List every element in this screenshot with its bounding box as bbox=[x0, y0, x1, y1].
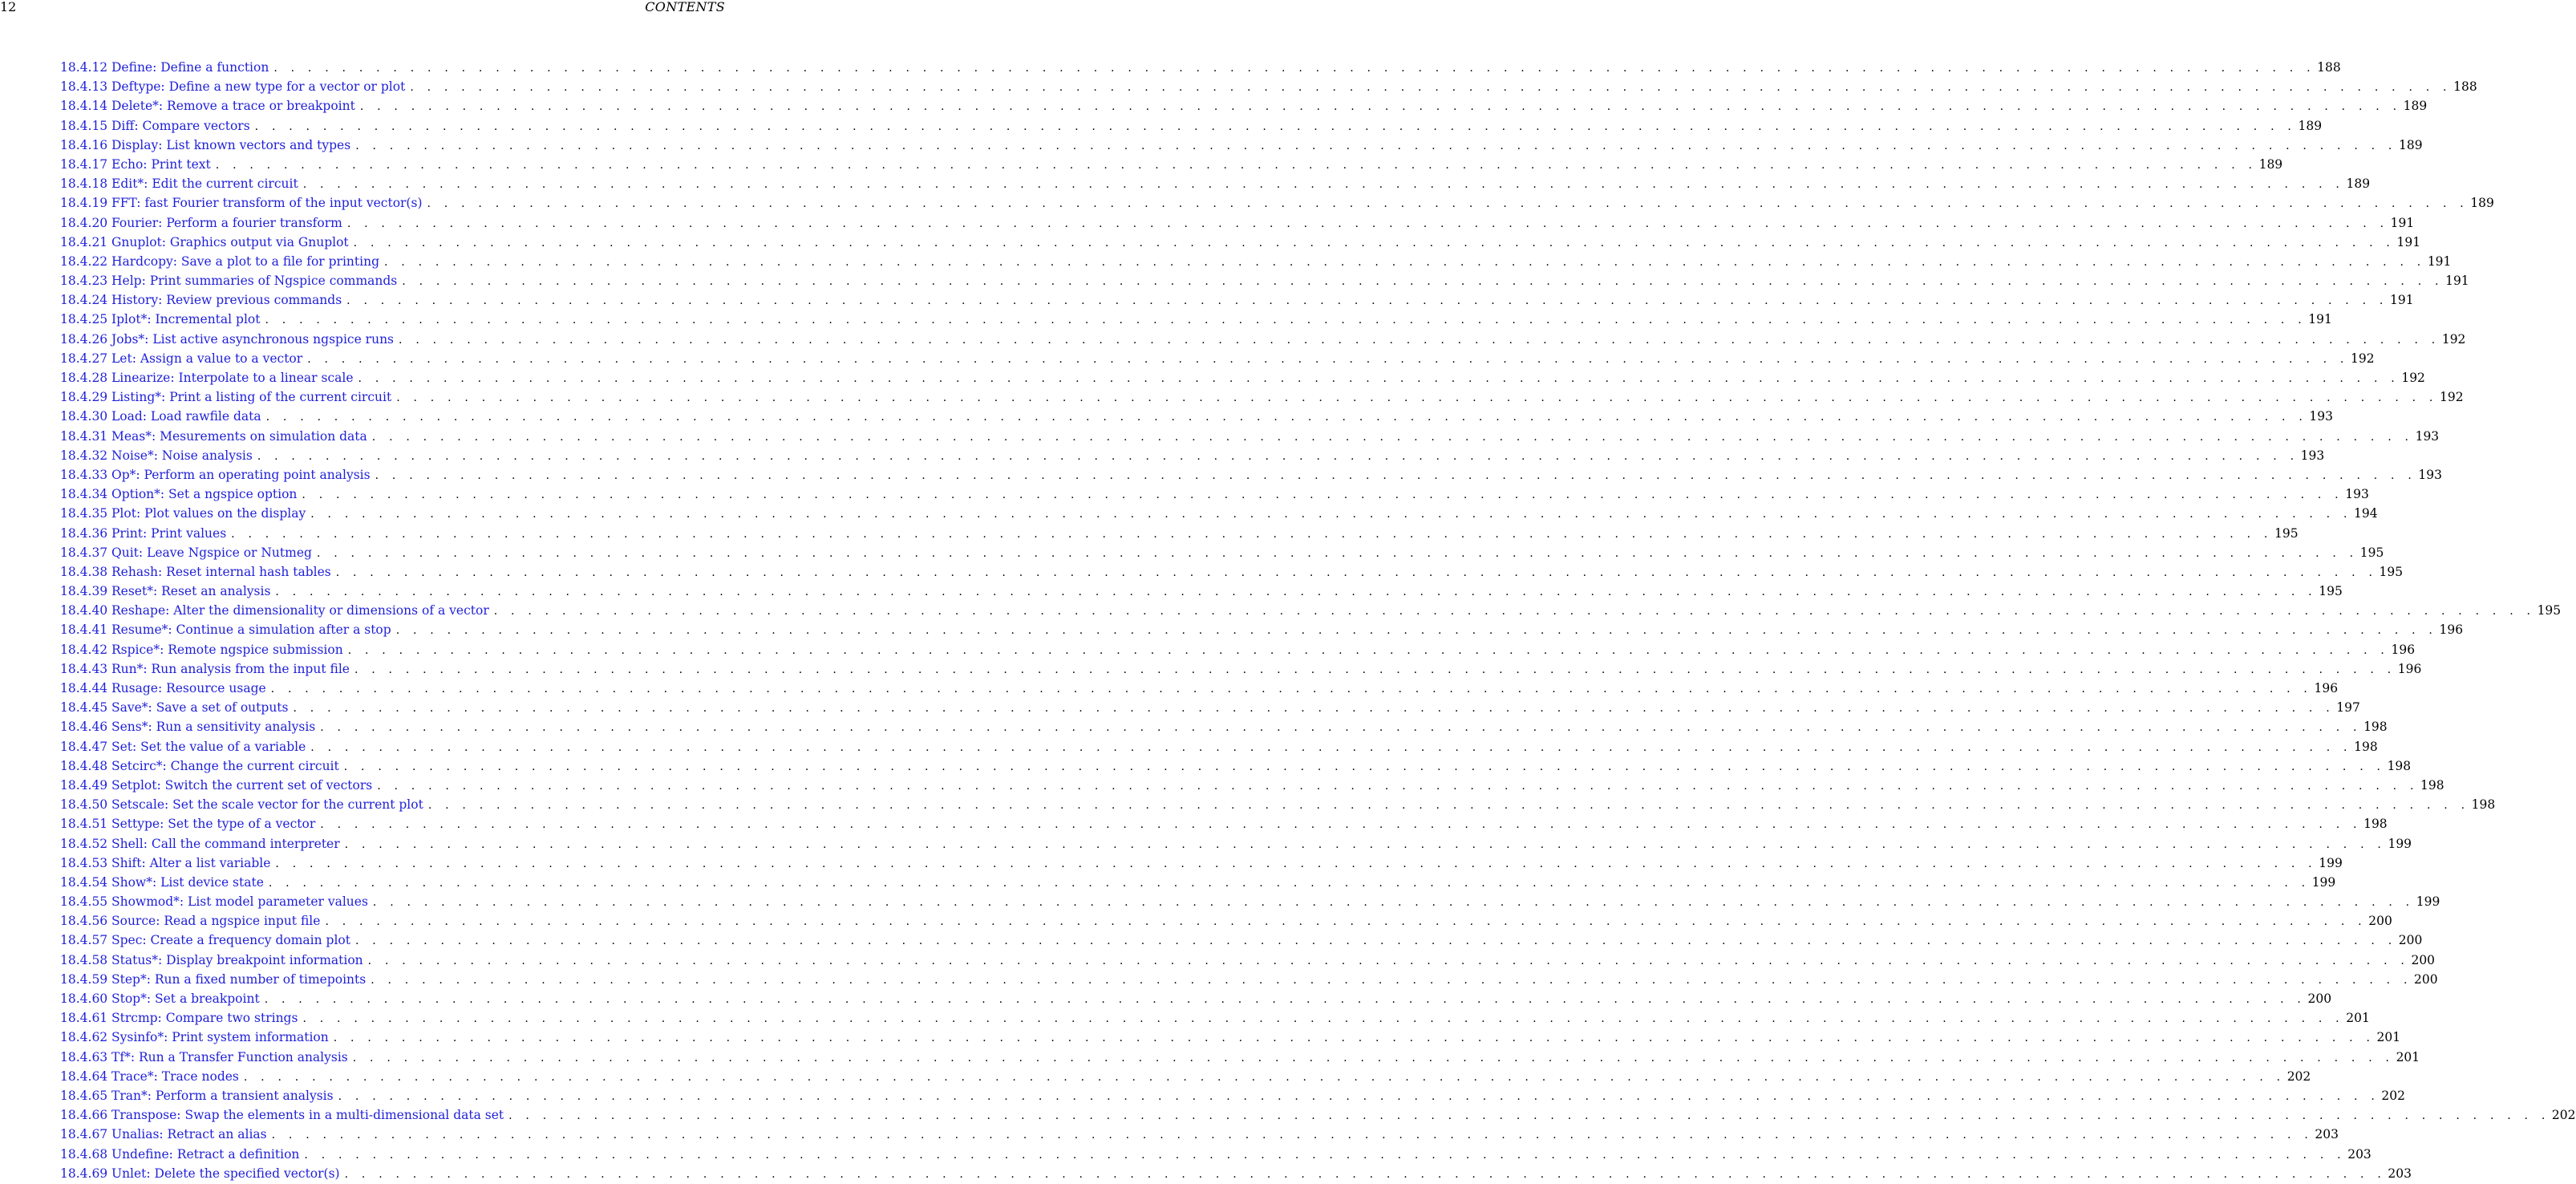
toc-entry-page: 203 bbox=[2315, 1127, 2339, 1142]
dot-leader: . . . . . . . . . . . . . . . . . . . . . . . . . . . . . . . . . . . . . . . . . . . . . . . . . . . . . . . . . . . . . . . . . . . . . . . . . . . . . . . . . . . . . . . . . . . . . . . . . . . . . . . . . . . . . . . . . . . . . . . . bbox=[310, 740, 2352, 754]
toc-entry[interactable] bbox=[60, 58, 2341, 77]
dot-leader: . . . . . . . . . . . . . . . . . . . . . . . . . . . . . . . . . . . . . . . . . . . . . . . . . . . . . . . . . . . . . . . . . . . . . . . . . . . . . . . . . . . . . . . . . . . . . . . . . . . . . . . . . . . . . . . . . . . . . . . . bbox=[264, 993, 2307, 1006]
toc-entry[interactable] bbox=[60, 951, 2436, 970]
dot-leader: . . . . . . . . . . . . . . . . . . . . . . . . . . . . . . . . . . . . . . . . . . . . . . . . . . . . . . . . . . . . . . . . . . . . . . . . . . . . . . . . . . . . . . . . . . . . . . . . . . . . . . . . . . . . . . . . . . . . . . . . bbox=[346, 294, 2388, 308]
toc-entry-page: 197 bbox=[2336, 700, 2360, 716]
toc-entry[interactable] bbox=[60, 814, 2388, 833]
toc-entry-number[interactable]: 18.4.66 bbox=[60, 1108, 108, 1123]
toc-entry-title[interactable]: Run*: Run analysis from the input file bbox=[111, 661, 350, 676]
toc-entry-number[interactable]: 18.4.43 bbox=[60, 661, 108, 676]
toc-entry-title[interactable]: Jobs*: List active asynchronous ngspice runs bbox=[111, 331, 395, 347]
toc-entry-page: 201 bbox=[2346, 1011, 2370, 1026]
toc-entry-title[interactable]: Edit*: Edit the current circuit bbox=[111, 176, 298, 192]
toc-entry-title[interactable]: Tran*: Perform a transient analysis bbox=[111, 1088, 334, 1103]
dot-leader: . . . . . . . . . . . . . . . . . . . . . . . . . . . . . . . . . . . . . . . . . . . . . . . . . . . . . . . . . . . . . . . . . . . . . . . . . . . . . . . . . . . . . . . . . . . . . . . . . . . . . . . . . . . . . . . . . . . . . . . . bbox=[493, 605, 2536, 618]
dot-leader: . . . . . . . . . . . . . . . . . . . . . . . . . . . . . . . . . . . . . . . . . . . . . . . . . . . . . . . . . . . . . . . . . . . . . . . . . . . . . . . . . . . . . . . . . . . . . . . . . . . . . . . . . . . . . . . . . . . . . . . . bbox=[371, 973, 2412, 987]
toc-entry-title[interactable]: Showmod*: List model parameter values bbox=[111, 894, 368, 910]
toc-entry-title[interactable]: Op*: Perform an operating point analysis bbox=[111, 467, 371, 482]
dot-leader: . . . . . . . . . . . . . . . . . . . . . . . . . . . . . . . . . . . . . . . . . . . . . . . . . . . . . . . . . . . . . . . . . . . . . . . . . . . . . . . . . . . . . . . . . . . . . . . . . . . . . . . . . . . . . . . . . . . . . . . . bbox=[265, 411, 2308, 424]
dot-leader: . . . . . . . . . . . . . . . . . . . . . . . . . . . . . . . . . . . . . . . . . . . . . . . . . . . . . . . . . . . . . . . . . . . . . . . . . . . . . . . . . . . . . . . . . . . . . . . . . . . . . . . . . . . . . . . . . . . . . . . . bbox=[335, 566, 2378, 579]
toc-entry-number[interactable]: 18.4.21 bbox=[60, 234, 108, 249]
toc-entry-page: 191 bbox=[2390, 215, 2415, 230]
toc-entry-title[interactable]: Status*: Display breakpoint information bbox=[111, 952, 363, 967]
toc-entry-page: 198 bbox=[2471, 797, 2496, 813]
toc-entry[interactable] bbox=[60, 1145, 2371, 1164]
toc-entry-number[interactable]: 18.4.45 bbox=[60, 700, 108, 716]
dot-leader: . . . . . . . . . . . . . . . . . . . . . . . . . . . . . . . . . . . . . . . . . . . . . . . . . . . . . . . . . . . . . . . . . . . . . . . . . . . . . . . . . . . . . . . . . . . . . . . . . . . . . . . . . . . . . . . . . . . . . . . . bbox=[310, 508, 2352, 521]
toc-entry-number[interactable]: 18.4.39 bbox=[60, 584, 108, 599]
dot-leader: . . . . . . . . . . . . . . . . . . . . . . . . . . . . . . . . . . . . . . . . . . . . . . . . . . . . . . . . . . . . . . . . . . . . . . . . . . . . . . . . . . . . . . . . . . . . . . . . . . . . . . . . . . . . . . . . . . . . . . . . bbox=[355, 139, 2397, 152]
toc-entry-number[interactable]: 18.4.36 bbox=[60, 525, 108, 541]
toc-entry-number[interactable]: 18.4.40 bbox=[60, 603, 108, 618]
toc-entry[interactable] bbox=[60, 1125, 2339, 1144]
toc-entry-page: 189 bbox=[2403, 99, 2428, 114]
toc-entry-title[interactable]: Step*: Run a fixed number of timepoints bbox=[111, 971, 367, 987]
toc-entry-number[interactable]: 18.4.69 bbox=[60, 1166, 108, 1181]
toc-entry-number[interactable]: 18.4.48 bbox=[60, 758, 108, 773]
toc-entry-page: 191 bbox=[2389, 293, 2414, 308]
dot-leader: . . . . . . . . . . . . . . . . . . . . . . . . . . . . . . . . . . . . . . . . . . . . . . . . . . . . . . . . . . . . . . . . . . . . . . . . . . . . . . . . . . . . . . . . . . . . . . . . . . . . . . . . . . . . . . . . . . . . . . . . bbox=[359, 100, 2402, 114]
toc-entry-number[interactable]: 18.4.53 bbox=[60, 855, 108, 870]
toc-entry-page: 200 bbox=[2398, 933, 2423, 948]
toc-entry[interactable] bbox=[60, 854, 2343, 873]
toc-entry-page: 196 bbox=[2397, 661, 2422, 676]
toc-entry-title[interactable]: Define: Define a function bbox=[111, 60, 269, 75]
toc-entry-number[interactable]: 18.4.64 bbox=[60, 1068, 108, 1084]
toc-entry[interactable] bbox=[60, 989, 2332, 1008]
toc-entry[interactable] bbox=[60, 620, 2464, 639]
toc-entry[interactable] bbox=[60, 834, 2412, 854]
dot-leader: . . . . . . . . . . . . . . . . . . . . . . . . . . . . . . . . . . . . . . . . . . . . . . . . . . . . . . . . . . . . . . . . . . . . . . . . . . . . . . . . . . . . . . . . . . . . . . . . . . . . . . . . . . . . . . . . . . . . . . . . bbox=[231, 527, 2273, 541]
toc-entry-title[interactable]: Noise*: Noise analysis bbox=[111, 448, 253, 463]
toc-entry-page: 189 bbox=[2258, 156, 2283, 172]
toc-entry-title[interactable]: Quit: Leave Ngspice or Nutmeg bbox=[111, 545, 312, 560]
toc-entry-page: 196 bbox=[2314, 681, 2339, 695]
toc-entry-title[interactable]: Save*: Save a set of outputs bbox=[111, 700, 289, 716]
dot-leader: . . . . . . . . . . . . . . . . . . . . . . . . . . . . . . . . . . . . . . . . . . . . . . . . . . . . . . . . . . . . . . . . . . . . . . . . . . . . . . . . . . . . . . . . . . . . . . . . . . . . . . . . . . . . . . . . . . . . . . . . bbox=[427, 197, 2469, 211]
dot-leader: . . . . . . . . . . . . . . . . . . . . . . . . . . . . . . . . . . . . . . . . . . . . . . . . . . . . . . . . . . . . . . . . . . . . . . . . . . . . . . . . . . . . . . . . . . . . . . . . . . . . . . . . . . . . . . . . . . . . . . . . bbox=[354, 663, 2396, 676]
toc-entry[interactable] bbox=[60, 387, 2464, 407]
toc-entry-page: 195 bbox=[2359, 545, 2384, 560]
dot-leader: . . . . . . . . . . . . . . . . . . . . . . . . . . . . . . . . . . . . . . . . . . . . . . . . . . . . . . . . . . . . . . . . . . . . . . . . . . . . . . . . . . . . . . . . . . . . . . . . . . . . . . . . . . . . . . . . . . . . . . . . bbox=[344, 1167, 2387, 1181]
dot-leader: . . . . . . . . . . . . . . . . . . . . . . . . . . . . . . . . . . . . . . . . . . . . . . . . . . . . . . . . . . . . . . . . . . . . . . . . . . . . . . . . . . . . . . . . . . . . . . . . . . . . . . . . . . . . . . . . . . . . . . . . bbox=[396, 391, 2438, 405]
toc-entry-page: 188 bbox=[2317, 60, 2341, 75]
toc-entry-title[interactable]: Print: Print values bbox=[111, 525, 227, 541]
toc-entry[interactable] bbox=[60, 290, 2414, 310]
dot-leader: . . . . . . . . . . . . . . . . . . . . . . . . . . . . . . . . . . . . . . . . . . . . . . . . . . . . . . . . . . . . . . . . . . . . . . . . . . . . . . . . . . . . . . . . . . . . . . . . . . . . . . . . . . . . . . . . . . . . . . . . bbox=[377, 779, 2419, 793]
toc-entry-page: 198 bbox=[2420, 777, 2444, 793]
toc-entry[interactable] bbox=[60, 193, 2494, 213]
toc-entry-number[interactable]: 18.4.22 bbox=[60, 253, 108, 269]
toc-entry-title[interactable]: Rehash: Reset internal hash tables bbox=[111, 564, 331, 579]
dot-leader: . . . . . . . . . . . . . . . . . . . . . . . . . . . . . . . . . . . . . . . . . . . . . . . . . . . . . . . . . . . . . . . . . . . . . . . . . . . . . . . . . . . . . . . . . . . . . . . . . . . . . . . . . . . . . . . . . . . . . . . . bbox=[508, 1109, 2550, 1123]
toc-entry-title[interactable]: Hardcopy: Save a plot to a file for printing bbox=[111, 253, 379, 269]
toc-entry-title[interactable]: Setscale: Set the scale vector for the current plot bbox=[111, 797, 423, 813]
toc-entry-page: 191 bbox=[2445, 274, 2469, 289]
dot-leader: . . . . . . . . . . . . . . . . . . . . . . . . . . . . . . . . . . . . . . . . . . . . . . . . . . . . . . . . . . . . . . . . . . . . . . . . . . . . . . . . . . . . . . . . . . . . . . . . . . . . . . . . . . . . . . . . . . . . . . . . bbox=[399, 333, 2440, 347]
toc-entry-page: 188 bbox=[2453, 79, 2477, 95]
toc-entry[interactable] bbox=[60, 213, 2415, 233]
dot-leader: . . . . . . . . . . . . . . . . . . . . . . . . . . . . . . . . . . . . . . . . . . . . . . . . . . . . . . . . . . . . . . . . . . . . . . . . . . . . . . . . . . . . . . . . . . . . . . . . . . . . . . . . . . . . . . . . . . . . . . . . bbox=[384, 255, 2426, 269]
toc-entry-title[interactable]: Shift: Alter a list variable bbox=[111, 855, 271, 870]
toc-entry-number[interactable]: 18.4.23 bbox=[60, 274, 108, 289]
toc-entry-title[interactable]: Setplot: Switch the current set of vectors bbox=[111, 777, 373, 793]
toc-entry-page: 198 bbox=[2363, 817, 2388, 832]
toc-entry[interactable] bbox=[60, 640, 2416, 659]
toc-entry-title[interactable]: Load: Load rawfile data bbox=[111, 409, 261, 424]
toc-entry-number[interactable]: 18.4.56 bbox=[60, 914, 108, 929]
toc-entry[interactable] bbox=[60, 155, 2283, 174]
toc-entry[interactable] bbox=[60, 1086, 2405, 1105]
toc-entry-title[interactable]: Echo: Print text bbox=[111, 156, 211, 172]
dot-leader: . . . . . . . . . . . . . . . . . . . . . . . . . . . . . . . . . . . . . . . . . . . . . . . . . . . . . . . . . . . . . . . . . . . . . . . . . . . . . . . . . . . . . . . . . . . . . . . . . . . . . . . . . . . . . . . . . . . . . . . . bbox=[307, 352, 2349, 366]
toc-entry-number[interactable]: 18.4.13 bbox=[60, 79, 108, 95]
dot-leader: . . . . . . . . . . . . . . . . . . . . . . . . . . . . . . . . . . . . . . . . . . . . . . . . . . . . . . . . . . . . . . . . . . . . . . . . . . . . . . . . . . . . . . . . . . . . . . . . . . . . . . . . . . . . . . . . . . . . . . . . bbox=[316, 546, 2359, 560]
toc-entry[interactable] bbox=[60, 136, 2423, 155]
dot-leader: . . . . . . . . . . . . . . . . . . . . . . . . . . . . . . . . . . . . . . . . . . . . . . . . . . . . . . . . . . . . . . . . . . . . . . . . . . . . . . . . . . . . . . . . . . . . . . . . . . . . . . . . . . . . . . . . . . . . . . . . bbox=[275, 857, 2317, 870]
toc-entry-page: 195 bbox=[2319, 584, 2343, 599]
toc-entry-number[interactable]: 18.4.27 bbox=[60, 351, 108, 366]
dot-leader: . . . . . . . . . . . . . . . . . . . . . . . . . . . . . . . . . . . . . . . . . . . . . . . . . . . . . . . . . . . . . . . . . . . . . . . . . . . . . . . . . . . . . . . . . . . . . . . . . . . . . . . . . . . . . . . . . . . . . . . . bbox=[358, 372, 2400, 385]
dot-leader: . . . . . . . . . . . . . . . . . . . . . . . . . . . . . . . . . . . . . . . . . . . . . . . . . . . . . . . . . . . . . . . . . . . . . . . . . . . . . . . . . . . . . . . . . . . . . . . . . . . . . . . . . . . . . . . . . . . . . . . . bbox=[302, 1012, 2344, 1026]
dot-leader: . . . . . . . . . . . . . . . . . . . . . . . . . . . . . . . . . . . . . . . . . . . . . . . . . . . . . . . . . . . . . . . . . . . . . . . . . . . . . . . . . . . . . . . . . . . . . . . . . . . . . . . . . . . . . . . . . . . . . . . . bbox=[395, 624, 2438, 638]
section-title: CONTENTS bbox=[645, 0, 725, 14]
toc-entry-number[interactable]: 18.4.42 bbox=[60, 642, 108, 657]
toc-entry-page: 189 bbox=[2346, 176, 2371, 192]
toc-entry-page: 189 bbox=[2298, 118, 2323, 133]
toc-entry-title[interactable]: Undefine: Retract a definition bbox=[111, 1146, 300, 1162]
dot-leader: . . . . . . . . . . . . . . . . . . . . . . . . . . . . . . . . . . . . . . . . . . . . . . . . . . . . . . . . . . . . . . . . . . . . . . . . . . . . . . . . . . . . . . . . . . . . . . . . . . . . . . . . . . . . . . . . . . . . . . . . bbox=[302, 489, 2343, 502]
toc-entry-title[interactable]: Strcmp: Compare two strings bbox=[111, 1011, 298, 1026]
toc-entry-page: 201 bbox=[2376, 1030, 2401, 1045]
toc-entry-page: 193 bbox=[2309, 409, 2334, 424]
toc-entry-title[interactable]: Unlet: Delete the specified vector(s) bbox=[111, 1166, 340, 1181]
toc-entry[interactable] bbox=[60, 873, 2336, 892]
running-head bbox=[0, 0, 727, 16]
toc-entry-title[interactable]: Diff: Compare vectors bbox=[111, 118, 250, 133]
toc-entry-page: 202 bbox=[2551, 1108, 2576, 1123]
toc-entry-number[interactable]: 18.4.24 bbox=[60, 293, 108, 308]
toc-entry-title[interactable]: Reset*: Reset an analysis bbox=[111, 584, 271, 599]
dot-leader: . . . . . . . . . . . . . . . . . . . . . . . . . . . . . . . . . . . . . . . . . . . . . . . . . . . . . . . . . . . . . . . . . . . . . . . . . . . . . . . . . . . . . . . . . . . . . . . . . . . . . . . . . . . . . . . . . . . . . . . . bbox=[346, 217, 2389, 230]
dot-leader: . . . . . . . . . . . . . . . . . . . . . . . . . . . . . . . . . . . . . . . . . . . . . . . . . . . . . . . . . . . . . . . . . . . . . . . . . . . . . . . . . . . . . . . . . . . . . . . . . . . . . . . . . . . . . . . . . . . . . . . . bbox=[257, 449, 2299, 463]
toc-entry-number[interactable]: 18.4.14 bbox=[60, 99, 108, 114]
dot-leader: . . . . . . . . . . . . . . . . . . . . . . . . . . . . . . . . . . . . . . . . . . . . . . . . . . . . . . . . . . . . . . . . . . . . . . . . . . . . . . . . . . . . . . . . . . . . . . . . . . . . . . . . . . . . . . . . . . . . . . . . bbox=[402, 275, 2444, 289]
toc-entry-page: 195 bbox=[2537, 603, 2562, 618]
toc-entry-title[interactable]: Setcirc*: Change the current circuit bbox=[111, 758, 339, 773]
toc-entry-number[interactable]: 18.4.61 bbox=[60, 1011, 108, 1026]
toc-entry[interactable] bbox=[60, 679, 2339, 698]
dot-leader: . . . . . . . . . . . . . . . . . . . . . . . . . . . . . . . . . . . . . . . . . . . . . . . . . . . . . . . . . . . . . . . . . . . . . . . . . . . . . . . . . . . . . . . . . . . . . . . . . . . . . . . . . . . . . . . . . . . . . . . . bbox=[352, 1051, 2395, 1064]
page-number: 12 bbox=[0, 0, 17, 14]
dot-leader: . . . . . . . . . . . . . . . . . . . . . . . . . . . . . . . . . . . . . . . . . . . . . . . . . . . . . . . . . . . . . . . . . . . . . . . . . . . . . . . . . . . . . . . . . . . . . . . . . . . . . . . . . . . . . . . . . . . . . . . . bbox=[320, 721, 2362, 735]
dot-leader: . . . . . . . . . . . . . . . . . . . . . . . . . . . . . . . . . . . . . . . . . . . . . . . . . . . . . . . . . . . . . . . . . . . . . . . . . . . . . . . . . . . . . . . . . . . . . . . . . . . . . . . . . . . . . . . . . . . . . . . . bbox=[268, 876, 2311, 890]
toc-entry-number[interactable]: 18.4.34 bbox=[60, 487, 108, 502]
toc-entry-number[interactable]: 18.4.41 bbox=[60, 622, 108, 638]
toc-entry-page: 196 bbox=[2391, 642, 2416, 657]
toc-entry-page: 193 bbox=[2418, 467, 2442, 482]
toc-entry-title[interactable]: Settype: Set the type of a vector bbox=[111, 817, 316, 832]
toc-entry-title[interactable]: Resume*: Continue a simulation after a stop bbox=[111, 622, 391, 638]
toc-entry-number[interactable]: 18.4.52 bbox=[60, 836, 108, 851]
toc-entry[interactable] bbox=[60, 465, 2442, 485]
dot-leader: . . . . . . . . . . . . . . . . . . . . . . . . . . . . . . . . . . . . . . . . . . . . . . . . . . . . . . . . . . . . . . . . . . . . . . . . . . . . . . . . . . . . . . . . . . . . . . . . . . . . . . . . . . . . . . . . . . . . . . . . bbox=[371, 430, 2414, 444]
toc-entry[interactable] bbox=[60, 271, 2469, 290]
toc-entry-page: 198 bbox=[2354, 739, 2378, 754]
toc-entry-number[interactable]: 18.4.29 bbox=[60, 390, 108, 405]
dot-leader: . . . . . . . . . . . . . . . . . . . . . . . . . . . . . . . . . . . . . . . . . . . . . . . . . . . . . . . . . . . . . . . . . . . . . . . . . . . . . . . . . . . . . . . . . . . . . . . . . . . . . . . . . . . . . . . . . . . . . . . . bbox=[375, 468, 2416, 482]
toc-entry-title[interactable]: Trace*: Trace nodes bbox=[111, 1068, 239, 1084]
toc-entry-number[interactable]: 18.4.47 bbox=[60, 739, 108, 754]
toc-entry-title[interactable]: Help: Print summaries of Ngspice commands bbox=[111, 274, 398, 289]
toc-entry-page: 189 bbox=[2470, 196, 2494, 211]
toc-entry-number[interactable]: 18.4.30 bbox=[60, 409, 108, 424]
dot-leader: . . . . . . . . . . . . . . . . . . . . . . . . . . . . . . . . . . . . . . . . . . . . . . . . . . . . . . . . . . . . . . . . . . . . . . . . . . . . . . . . . . . . . . . . . . . . . . . . . . . . . . . . . . . . . . . . . . . . . . . . bbox=[265, 314, 2307, 327]
toc-entry-page: 192 bbox=[2401, 371, 2425, 385]
toc-entry[interactable] bbox=[60, 252, 2452, 271]
toc-entry[interactable] bbox=[60, 446, 2325, 465]
toc-entry[interactable] bbox=[60, 233, 2421, 252]
toc-entry[interactable] bbox=[60, 349, 2375, 368]
toc-entry[interactable] bbox=[60, 562, 2404, 582]
toc-entry[interactable] bbox=[60, 582, 2343, 601]
toc-entry[interactable] bbox=[60, 504, 2378, 523]
dot-leader: . . . . . . . . . . . . . . . . . . . . . . . . . . . . . . . . . . . . . . . . . . . . . . . . . . . . . . . . . . . . . . . . . . . . . . . . . . . . . . . . . . . . . . . . . . . . . . . . . . . . . . . . . . . . . . . . . . . . . . . . bbox=[271, 1129, 2314, 1142]
toc-entry-page: 192 bbox=[2441, 331, 2466, 347]
dot-leader: . . . . . . . . . . . . . . . . . . . . . . . . . . . . . . . . . . . . . . . . . . . . . . . . . . . . . . . . . . . . . . . . . . . . . . . . . . . . . . . . . . . . . . . . . . . . . . . . . . . . . . . . . . . . . . . . . . . . . . . . bbox=[333, 1032, 2376, 1045]
toc-entry-page: 192 bbox=[2351, 351, 2375, 366]
toc-entry-title[interactable]: Fourier: Perform a fourier transform bbox=[111, 215, 342, 230]
toc-entry-number[interactable]: 18.4.57 bbox=[60, 933, 108, 948]
dot-leader: . . . . . . . . . . . . . . . . . . . . . . . . . . . . . . . . . . . . . . . . . . . . . . . . . . . . . . . . . . . . . . . . . . . . . . . . . . . . . . . . . . . . . . . . . . . . . . . . . . . . . . . . . . . . . . . . . . . . . . . . bbox=[215, 158, 2258, 172]
dot-leader: . . . . . . . . . . . . . . . . . . . . . . . . . . . . . . . . . . . . . . . . . . . . . . . . . . . . . . . . . . . . . . . . . . . . . . . . . . . . . . . . . . . . . . . . . . . . . . . . . . . . . . . . . . . . . . . . . . . . . . . . bbox=[410, 81, 2452, 95]
toc-entry[interactable] bbox=[60, 795, 2496, 814]
toc-entry-number[interactable]: 18.4.28 bbox=[60, 371, 108, 385]
toc-entry-number[interactable]: 18.4.63 bbox=[60, 1049, 108, 1064]
toc-entry-number[interactable]: 18.4.54 bbox=[60, 874, 108, 890]
toc-entry[interactable] bbox=[60, 717, 2388, 736]
toc-entry-page: 202 bbox=[2286, 1068, 2311, 1084]
toc-entry-title[interactable]: Iplot*: Incremental plot bbox=[111, 312, 261, 327]
toc-entry[interactable] bbox=[60, 485, 2369, 504]
toc-entry-page: 201 bbox=[2396, 1049, 2420, 1064]
toc-entry-number[interactable]: 18.4.59 bbox=[60, 971, 108, 987]
toc-entry-title[interactable]: Sysinfo*: Print system information bbox=[111, 1030, 329, 1045]
toc-entry-title[interactable]: Display: List known vectors and types bbox=[111, 137, 351, 152]
toc-entry-title[interactable]: Reshape: Alter the dimensionality or dimensions of a vector bbox=[111, 603, 489, 618]
toc-entry-number[interactable]: 18.4.20 bbox=[60, 215, 108, 230]
toc-entry[interactable] bbox=[60, 407, 2334, 426]
toc-entry[interactable] bbox=[60, 970, 2438, 989]
toc-entry[interactable] bbox=[60, 698, 2360, 717]
toc-entry-number[interactable]: 18.4.37 bbox=[60, 545, 108, 560]
toc-entry[interactable] bbox=[60, 543, 2384, 562]
toc-entry-title[interactable]: Rusage: Resource usage bbox=[111, 681, 266, 695]
toc-entry[interactable] bbox=[60, 1048, 2420, 1067]
toc-entry[interactable] bbox=[60, 1164, 2412, 1183]
toc-entry-title[interactable]: Sens*: Run a sensitivity analysis bbox=[111, 720, 316, 735]
toc-entry[interactable] bbox=[60, 1008, 2370, 1028]
toc-entry[interactable] bbox=[60, 310, 2332, 329]
toc-entry[interactable] bbox=[60, 892, 2440, 911]
toc-entry-page: 199 bbox=[2319, 855, 2343, 870]
dot-leader: . . . . . . . . . . . . . . . . . . . . . . . . . . . . . . . . . . . . . . . . . . . . . . . . . . . . . . . . . . . . . . . . . . . . . . . . . . . . . . . . . . . . . . . . . . . . . . . . . . . . . . . . . . . . . . . . . . . . . . . . bbox=[254, 120, 2297, 133]
toc-entry-number[interactable]: 18.4.31 bbox=[60, 428, 108, 444]
toc-entry-title[interactable]: Let: Assign a value to a vector bbox=[111, 351, 303, 366]
toc-entry-number[interactable]: 18.4.68 bbox=[60, 1146, 108, 1162]
toc-entry-title[interactable]: Rspice*: Remote ngspice submission bbox=[111, 642, 343, 657]
toc-entry-page: 195 bbox=[2379, 564, 2404, 579]
dot-leader: . . . . . . . . . . . . . . . . . . . . . . . . . . . . . . . . . . . . . . . . . . . . . . . . . . . . . . . . . . . . . . . . . . . . . . . . . . . . . . . . . . . . . . . . . . . . . . . . . . . . . . . . . . . . . . . . . . . . . . . . bbox=[304, 1148, 2346, 1162]
toc-entry-page: 189 bbox=[2399, 137, 2423, 152]
dot-leader: . . . . . . . . . . . . . . . . . . . . . . . . . . . . . . . . . . . . . . . . . . . . . . . . . . . . . . . . . . . . . . . . . . . . . . . . . . . . . . . . . . . . . . . . . . . . . . . . . . . . . . . . . . . . . . . . . . . . . . . . bbox=[354, 935, 2397, 948]
toc-entry[interactable] bbox=[60, 1067, 2311, 1086]
toc-entry-number[interactable]: 18.4.50 bbox=[60, 797, 108, 813]
toc-entry-number[interactable]: 18.4.35 bbox=[60, 506, 108, 521]
toc-entry-page: 191 bbox=[2308, 312, 2332, 327]
toc-entry-title[interactable]: Gnuplot: Graphics output via Gnuplot bbox=[111, 234, 349, 249]
toc-entry[interactable] bbox=[60, 737, 2378, 756]
toc-entry-title[interactable]: Show*: List device state bbox=[111, 874, 264, 890]
toc-entry-title[interactable]: Set: Set the value of a variable bbox=[111, 739, 306, 754]
toc-entry-page: 198 bbox=[2387, 758, 2412, 773]
toc-entry[interactable] bbox=[60, 116, 2323, 136]
dot-leader: . . . . . . . . . . . . . . . . . . . . . . . . . . . . . . . . . . . . . . . . . . . . . . . . . . . . . . . . . . . . . . . . . . . . . . . . . . . . . . . . . . . . . . . . . . . . . . . . . . . . . . . . . . . . . . . . . . . . . . . . bbox=[343, 760, 2386, 773]
toc-entry[interactable] bbox=[60, 931, 2423, 950]
toc-entry-page: 200 bbox=[2307, 991, 2332, 1006]
toc-entry-page: 198 bbox=[2363, 720, 2388, 735]
toc-entry[interactable] bbox=[60, 601, 2562, 620]
toc-entry-page: 202 bbox=[2381, 1088, 2405, 1103]
toc-entry-page: 199 bbox=[2311, 874, 2336, 890]
dot-leader: . . . . . . . . . . . . . . . . . . . . . . . . . . . . . . . . . . . . . . . . . . . . . . . . . . . . . . . . . . . . . . . . . . . . . . . . . . . . . . . . . . . . . . . . . . . . . . . . . . . . . . . . . . . . . . . . . . . . . . . . bbox=[367, 954, 2410, 967]
dot-leader: . . . . . . . . . . . . . . . . . . . . . . . . . . . . . . . . . . . . . . . . . . . . . . . . . . . . . . . . . . . . . . . . . . . . . . . . . . . . . . . . . . . . . . . . . . . . . . . . . . . . . . . . . . . . . . . . . . . . . . . . bbox=[270, 683, 2313, 695]
toc-entry-number[interactable]: 18.4.32 bbox=[60, 448, 108, 463]
toc-entry-page: 200 bbox=[2414, 971, 2438, 987]
toc-entry-number[interactable]: 18.4.60 bbox=[60, 991, 108, 1006]
dot-leader: . . . . . . . . . . . . . . . . . . . . . . . . . . . . . . . . . . . . . . . . . . . . . . . . . . . . . . . . . . . . . . . . . . . . . . . . . . . . . . . . . . . . . . . . . . . . . . . . . . . . . . . . . . . . . . . . . . . . . . . . bbox=[347, 643, 2390, 657]
toc-entry-number[interactable]: 18.4.19 bbox=[60, 196, 108, 211]
toc-entry[interactable] bbox=[60, 1028, 2401, 1047]
toc-entry-page: 200 bbox=[2411, 952, 2436, 967]
toc-entry-title[interactable]: Plot: Plot values on the display bbox=[111, 506, 306, 521]
toc-entry-page: 191 bbox=[2396, 234, 2421, 249]
toc-entry-title[interactable]: Source: Read a ngspice input file bbox=[111, 914, 321, 929]
toc-entry-page: 196 bbox=[2439, 622, 2464, 638]
dot-leader: . . . . . . . . . . . . . . . . . . . . . . . . . . . . . . . . . . . . . . . . . . . . . . . . . . . . . . . . . . . . . . . . . . . . . . . . . . . . . . . . . . . . . . . . . . . . . . . . . . . . . . . . . . . . . . . . . . . . . . . . bbox=[293, 702, 2335, 716]
toc-entry-number[interactable]: 18.4.49 bbox=[60, 777, 108, 793]
toc-entry-page: 193 bbox=[2415, 428, 2440, 444]
toc-entry-page: 203 bbox=[2347, 1146, 2371, 1162]
toc-entry-page: 199 bbox=[2416, 894, 2440, 910]
toc-entry-title[interactable]: Tf*: Run a Transfer Function analysis bbox=[111, 1049, 348, 1064]
toc-entry-number[interactable]: 18.4.38 bbox=[60, 564, 108, 579]
toc-entry-title[interactable]: History: Review previous commands bbox=[111, 293, 342, 308]
toc-entry[interactable] bbox=[60, 96, 2428, 116]
toc-entry-number[interactable]: 18.4.12 bbox=[60, 60, 108, 75]
toc-entry-page: 195 bbox=[2274, 525, 2299, 541]
toc-entry-page: 199 bbox=[2388, 836, 2412, 851]
toc-entry-number[interactable]: 18.4.62 bbox=[60, 1030, 108, 1045]
toc-entry[interactable] bbox=[60, 776, 2444, 795]
toc-entry-number[interactable]: 18.4.33 bbox=[60, 467, 108, 482]
dot-leader: . . . . . . . . . . . . . . . . . . . . . . . . . . . . . . . . . . . . . . . . . . . . . . . . . . . . . . . . . . . . . . . . . . . . . . . . . . . . . . . . . . . . . . . . . . . . . . . . . . . . . . . . . . . . . . . . . . . . . . . . bbox=[325, 915, 2367, 929]
toc-entry[interactable] bbox=[60, 659, 2422, 679]
toc-entry-number[interactable]: 18.4.55 bbox=[60, 894, 108, 910]
toc-entry-title[interactable]: Transpose: Swap the elements in a multi-dimensional data set bbox=[111, 1108, 504, 1123]
toc-entry-number[interactable]: 18.4.67 bbox=[60, 1127, 108, 1142]
toc-entry-page: 191 bbox=[2427, 253, 2452, 269]
toc-entry[interactable] bbox=[60, 174, 2371, 193]
toc-entry-number[interactable]: 18.4.17 bbox=[60, 156, 108, 172]
toc-entry-page: 194 bbox=[2354, 506, 2378, 521]
toc-entry-number[interactable]: 18.4.44 bbox=[60, 681, 108, 695]
toc-entry-title[interactable]: Unalias: Retract an alias bbox=[111, 1127, 267, 1142]
toc-entry-title[interactable]: Stop*: Set a breakpoint bbox=[111, 991, 260, 1006]
toc-entry-title[interactable]: FFT: fast Fourier transform of the input vector(s) bbox=[111, 196, 423, 211]
toc-entry-title[interactable]: Deftype: Define a new type for a vector or plot bbox=[111, 79, 406, 95]
toc-entry[interactable] bbox=[60, 77, 2477, 96]
toc-entry-number[interactable]: 18.4.46 bbox=[60, 720, 108, 735]
toc-entry[interactable] bbox=[60, 427, 2440, 446]
dot-leader: . . . . . . . . . . . . . . . . . . . . . . . . . . . . . . . . . . . . . . . . . . . . . . . . . . . . . . . . . . . . . . . . . . . . . . . . . . . . . . . . . . . . . . . . . . . . . . . . . . . . . . . . . . . . . . . . . . . . . . . . bbox=[344, 837, 2387, 851]
toc-entry[interactable] bbox=[60, 1105, 2576, 1125]
toc-entry[interactable] bbox=[60, 368, 2425, 387]
toc-entry-title[interactable]: Option*: Set a ngspice option bbox=[111, 487, 298, 502]
toc-entry[interactable] bbox=[60, 524, 2299, 543]
toc-entry-number[interactable]: 18.4.58 bbox=[60, 952, 108, 967]
toc-entry-title[interactable]: Shell: Call the command interpreter bbox=[111, 836, 340, 851]
dot-leader: . . . . . . . . . . . . . . . . . . . . . . . . . . . . . . . . . . . . . . . . . . . . . . . . . . . . . . . . . . . . . . . . . . . . . . . . . . . . . . . . . . . . . . . . . . . . . . . . . . . . . . . . . . . . . . . . . . . . . . . . bbox=[275, 586, 2317, 599]
toc-entry[interactable] bbox=[60, 911, 2392, 931]
dot-leader: . . . . . . . . . . . . . . . . . . . . . . . . . . . . . . . . . . . . . . . . . . . . . . . . . . . . . . . . . . . . . . . . . . . . . . . . . . . . . . . . . . . . . . . . . . . . . . . . . . . . . . . . . . . . . . . . . . . . . . . . bbox=[273, 62, 2315, 75]
dot-leader: . . . . . . . . . . . . . . . . . . . . . . . . . . . . . . . . . . . . . . . . . . . . . . . . . . . . . . . . . . . . . . . . . . . . . . . . . . . . . . . . . . . . . . . . . . . . . . . . . . . . . . . . . . . . . . . . . . . . . . . . bbox=[338, 1089, 2380, 1103]
toc-entry-title[interactable]: Listing*: Print a listing of the current circuit bbox=[111, 390, 392, 405]
toc-entry[interactable] bbox=[60, 756, 2412, 776]
toc-entry-title[interactable]: Meas*: Mesurements on simulation data bbox=[111, 428, 367, 444]
toc-entry-title[interactable]: Spec: Create a frequency domain plot bbox=[111, 933, 350, 948]
toc-entry-number[interactable]: 18.4.25 bbox=[60, 312, 108, 327]
toc-entry-title[interactable]: Delete*: Remove a trace or breakpoint bbox=[111, 99, 355, 114]
toc-entry-page: 200 bbox=[2368, 914, 2392, 929]
toc-entry-number[interactable]: 18.4.15 bbox=[60, 118, 108, 133]
toc-entry-title[interactable]: Linearize: Interpolate to a linear scale bbox=[111, 371, 354, 385]
toc-entry-page: 192 bbox=[2440, 390, 2464, 405]
toc-entry-number[interactable]: 18.4.16 bbox=[60, 137, 108, 152]
toc-entry[interactable] bbox=[60, 330, 2466, 349]
toc-entry-page: 203 bbox=[2388, 1166, 2412, 1181]
toc-entry-page: 193 bbox=[2300, 448, 2325, 463]
toc-entry-number[interactable]: 18.4.18 bbox=[60, 176, 108, 192]
toc-entry-page: 193 bbox=[2345, 487, 2369, 502]
dot-leader: . . . . . . . . . . . . . . . . . . . . . . . . . . . . . . . . . . . . . . . . . . . . . . . . . . . . . . . . . . . . . . . . . . . . . . . . . . . . . . . . . . . . . . . . . . . . . . . . . . . . . . . . . . . . . . . . . . . . . . . . bbox=[372, 896, 2415, 910]
dot-leader: . . . . . . . . . . . . . . . . . . . . . . . . . . . . . . . . . . . . . . . . . . . . . . . . . . . . . . . . . . . . . . . . . . . . . . . . . . . . . . . . . . . . . . . . . . . . . . . . . . . . . . . . . . . . . . . . . . . . . . . . bbox=[302, 178, 2345, 192]
dot-leader: . . . . . . . . . . . . . . . . . . . . . . . . . . . . . . . . . . . . . . . . . . . . . . . . . . . . . . . . . . . . . . . . . . . . . . . . . . . . . . . . . . . . . . . . . . . . . . . . . . . . . . . . . . . . . . . . . . . . . . . . bbox=[320, 818, 2362, 832]
dot-leader: . . . . . . . . . . . . . . . . . . . . . . . . . . . . . . . . . . . . . . . . . . . . . . . . . . . . . . . . . . . . . . . . . . . . . . . . . . . . . . . . . . . . . . . . . . . . . . . . . . . . . . . . . . . . . . . . . . . . . . . . bbox=[427, 799, 2470, 813]
table-of-contents bbox=[60, 58, 2576, 1183]
dot-leader: . . . . . . . . . . . . . . . . . . . . . . . . . . . . . . . . . . . . . . . . . . . . . . . . . . . . . . . . . . . . . . . . . . . . . . . . . . . . . . . . . . . . . . . . . . . . . . . . . . . . . . . . . . . . . . . . . . . . . . . . bbox=[353, 236, 2396, 249]
toc-entry-number[interactable]: 18.4.26 bbox=[60, 331, 108, 347]
toc-entry-number[interactable]: 18.4.51 bbox=[60, 817, 108, 832]
toc-entry-number[interactable]: 18.4.65 bbox=[60, 1088, 108, 1103]
dot-leader: . . . . . . . . . . . . . . . . . . . . . . . . . . . . . . . . . . . . . . . . . . . . . . . . . . . . . . . . . . . . . . . . . . . . . . . . . . . . . . . . . . . . . . . . . . . . . . . . . . . . . . . . . . . . . . . . . . . . . . . . bbox=[243, 1070, 2286, 1084]
